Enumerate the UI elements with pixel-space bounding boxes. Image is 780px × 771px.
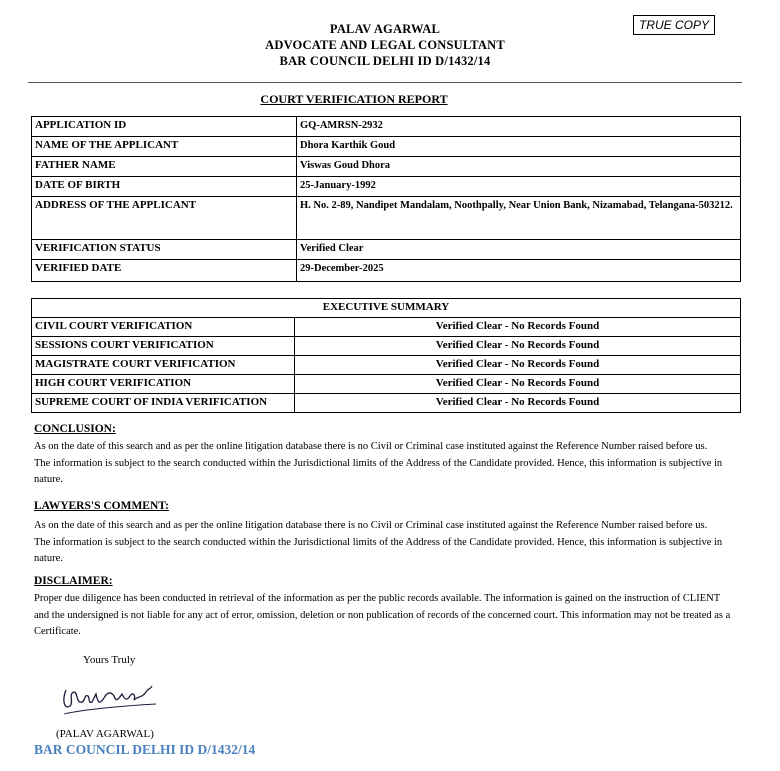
report-title [0,92,708,107]
signatory-name: (PALAV AGARWAL) [56,728,154,740]
true-copy-stamp: TRUE COPY [633,15,715,35]
summary-label: MAGISTRATE COURT VERIFICATION [32,356,295,375]
signature-scribble [60,680,160,720]
footer-bar-id: BAR COUNCIL DELHI ID D/1432/14 [34,742,256,757]
table-row [32,177,741,197]
applicant-info-table [31,116,741,282]
info-label: APPLICATION ID [32,117,297,137]
summary-result: Verified Clear - No Records Found [295,394,741,413]
table-row [32,240,741,260]
closing-text: Yours Truly [83,654,136,666]
summary-label: SUPREME COURT OF INDIA VERIFICATION [32,394,295,413]
info-label: FATHER NAME [32,157,297,177]
conclusion-text: As on the date of this search and as per the online litigation database there is no Civil or Criminal case instituted against the Reference Number raised before us. The information is subject to the search conducted within the Jurisdictional limits of the Address of the Candidate provided. Hence, this information is subjective in nature. [34,441,723,485]
table-row [32,318,741,337]
summary-result: Verified Clear - No Records Found [295,356,741,375]
advocate-bar-id: BAR COUNCIL DELHI ID D/1432/14 [279,54,491,68]
table-row [32,375,741,394]
info-label: VERIFICATION STATUS [32,240,297,260]
executive-summary-table [31,298,741,413]
disclaimer-heading: DISCLAIMER: [34,575,113,587]
table-row [32,157,741,177]
info-label: VERIFIED DATE [32,260,297,282]
table-row [32,337,741,356]
header-divider [28,82,742,83]
table-row [32,197,741,240]
conclusion-heading: CONCLUSION: [34,423,116,435]
info-value: H. No. 2-89, Nandipet Mandalam, Noothpally, Near Union Bank, Nizamabad, Telangana-503212. [297,197,741,240]
info-label: ADDRESS OF THE APPLICANT [32,197,297,240]
info-label: NAME OF THE APPLICANT [32,137,297,157]
summary-label: CIVIL COURT VERIFICATION [32,318,295,337]
summary-result: Verified Clear - No Records Found [295,375,741,394]
summary-result: Verified Clear - No Records Found [295,318,741,337]
table-row [32,137,741,157]
info-value: Dhora Karthik Goud [297,137,741,157]
summary-title: EXECUTIVE SUMMARY [32,299,741,318]
summary-label: SESSIONS COURT VERIFICATION [32,337,295,356]
info-value: Verified Clear [297,240,741,260]
info-value: 25-January-1992 [297,177,741,197]
table-row [32,394,741,413]
table-row [32,299,741,318]
report-title-text: COURT VERIFICATION REPORT [260,92,448,106]
info-value: Viswas Goud Dhora [297,157,741,177]
info-label: DATE OF BIRTH [32,177,297,197]
advocate-name: PALAV AGARWAL [329,22,441,36]
lawyers-comment-text: As on the date of this search and as per the online litigation database there is no Civil or Criminal case instituted against the Reference Number raised before us. The information is subject to the search conducted within the Jurisdictional limits of the Address of the Candidate provided. Hence, this information is subjective in nature. [34,520,723,564]
table-row [32,260,741,282]
advocate-role: ADVOCATE AND LEGAL CONSULTANT [265,38,505,52]
summary-result: Verified Clear - No Records Found [295,337,741,356]
lawyers-comment-heading: LAWYERS'S COMMENT: [34,500,169,512]
table-row [32,117,741,137]
table-row [32,356,741,375]
signature [60,680,160,720]
info-value: 29-December-2025 [297,260,741,282]
disclaimer-text: Proper due diligence has been conducted in retrieval of the information as per the public records available. The information is gained on the instruction of CLIENT and the undersigned is not liable for any act of error, omission, deletion or non publication of records of the concerned court. This information may not be treated as a Certificate. [34,593,731,637]
info-value: GQ-AMRSN-2932 [297,117,741,137]
summary-label: HIGH COURT VERIFICATION [32,375,295,394]
